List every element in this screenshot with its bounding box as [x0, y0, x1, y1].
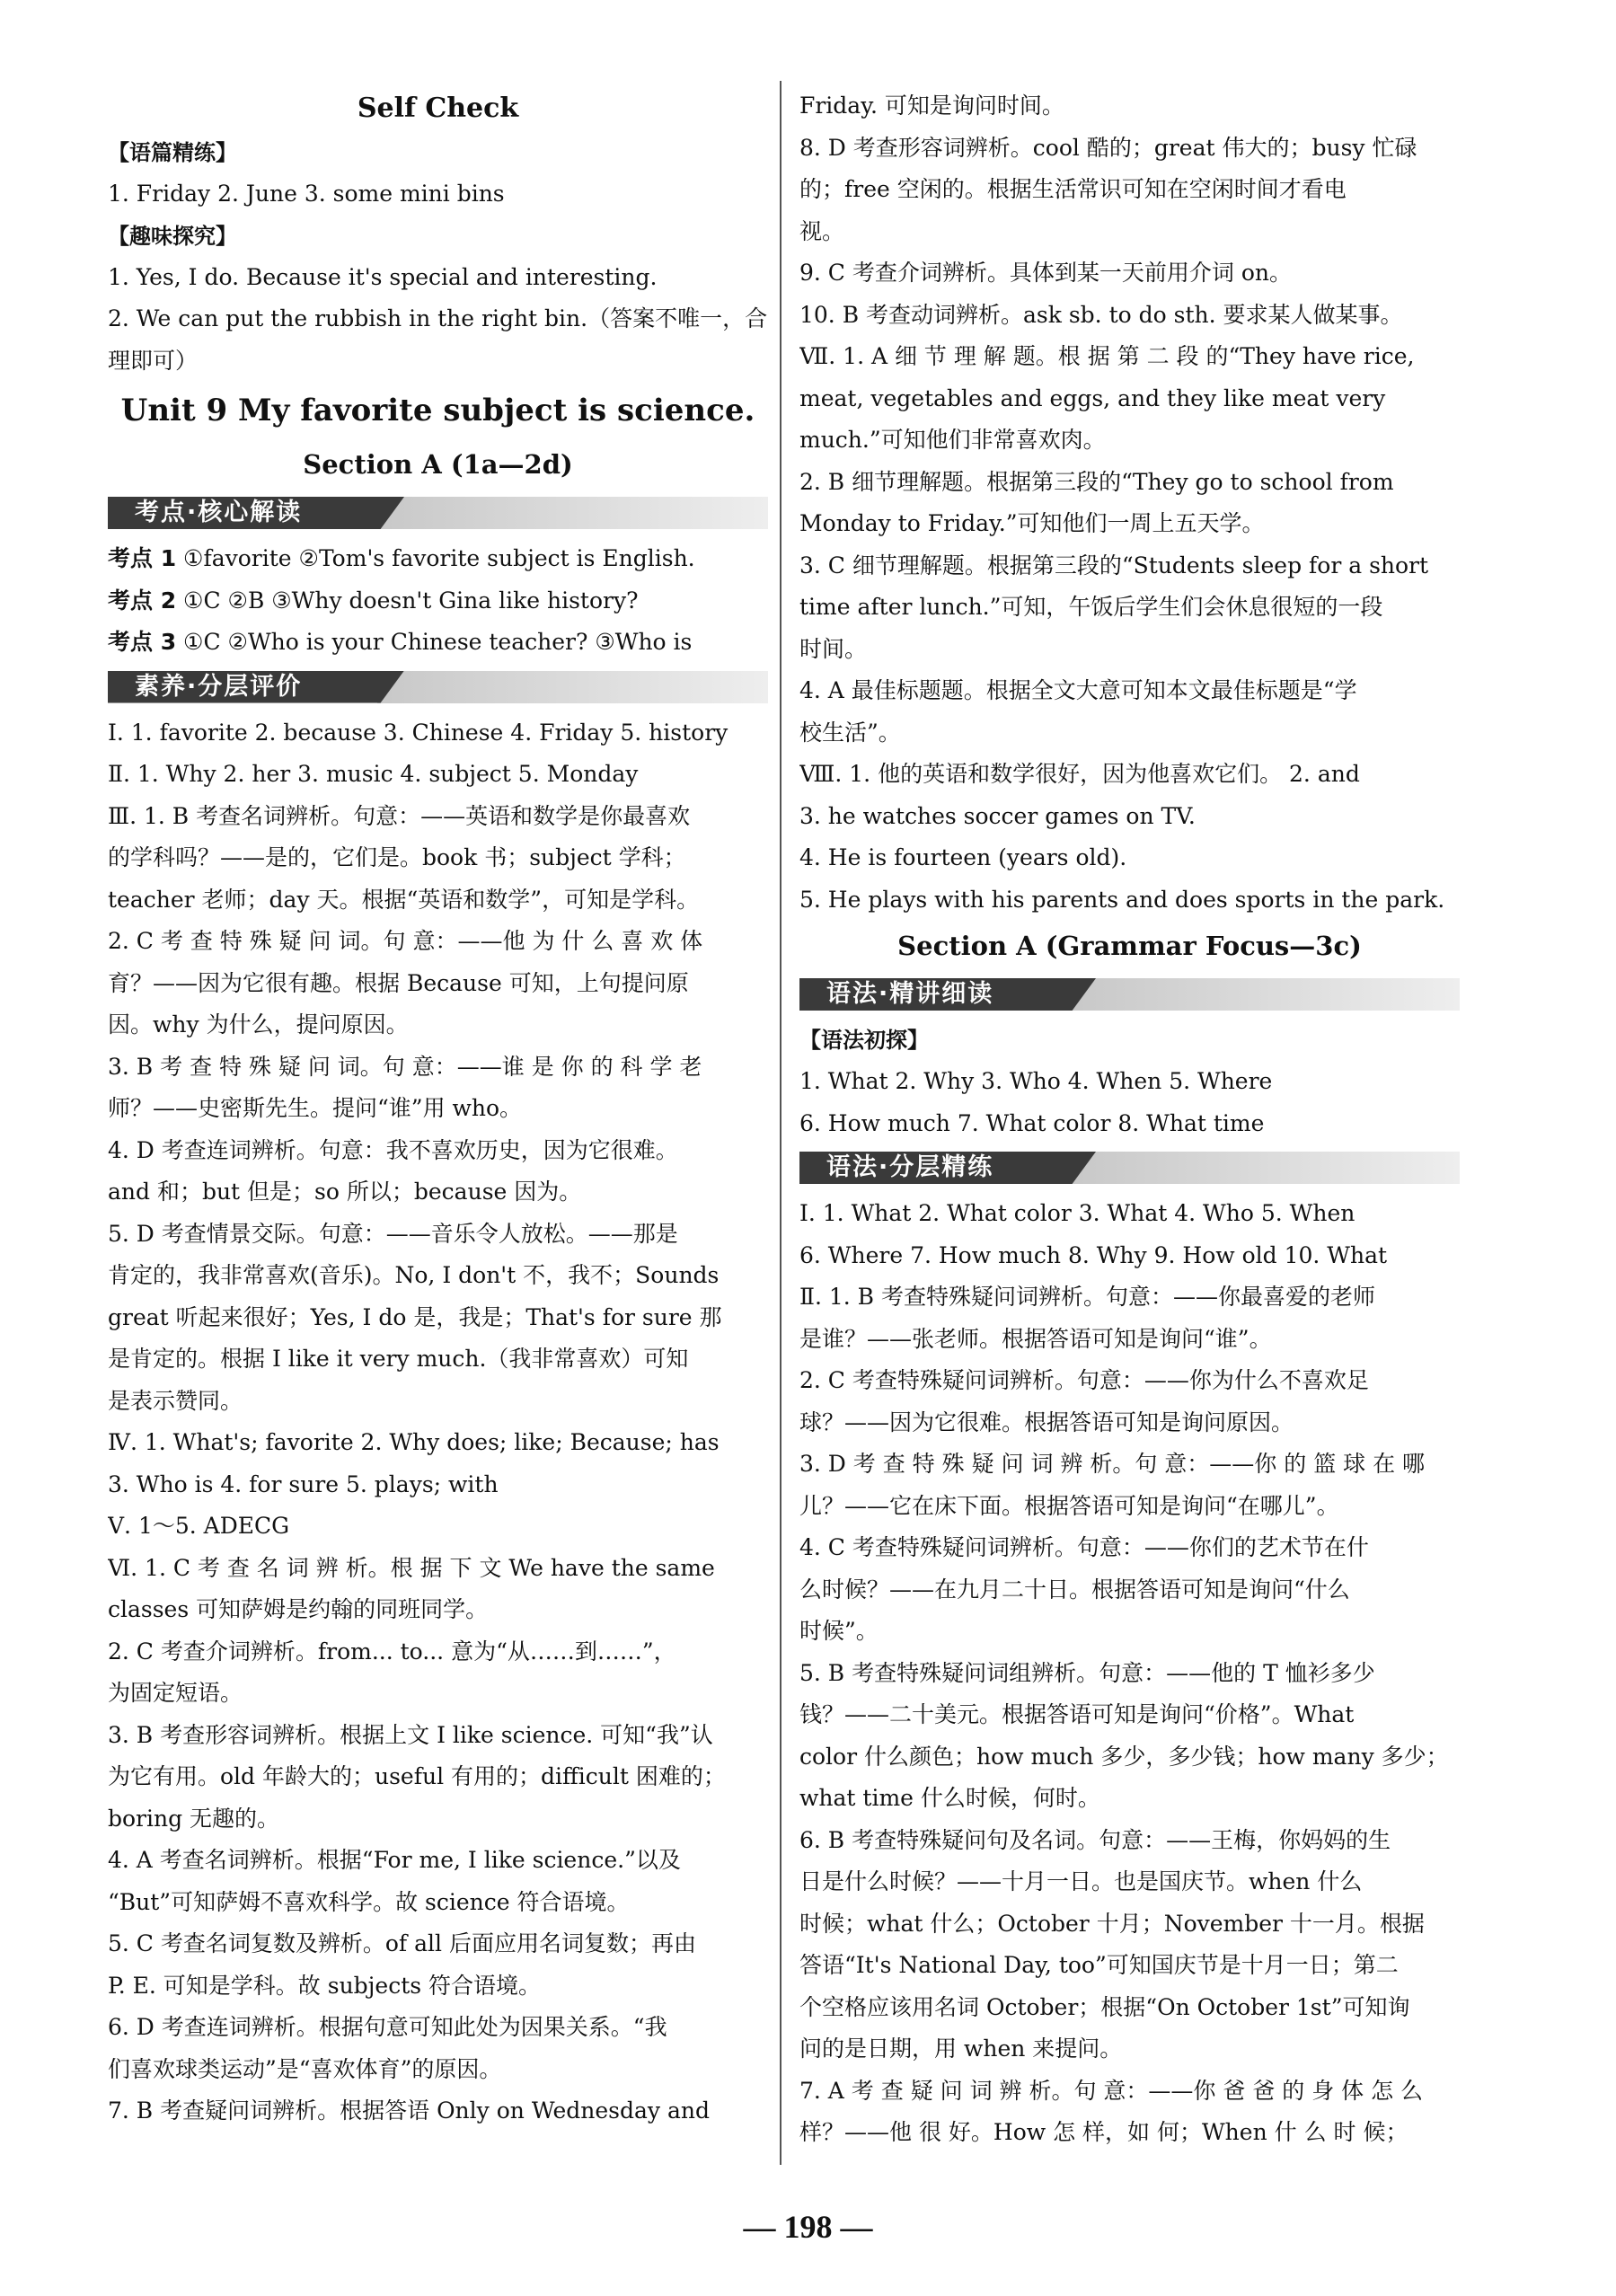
answer-line: 3. C 细节理解题。根据第三段的“Students sleep for a short	[799, 552, 1429, 578]
answer-line: 6. Where 7. How much 8. Why 9. How old 10. What	[799, 1241, 1388, 1268]
answer-line: 2. C 考 查 特 殊 疑 问 词。句 意：——他 为 什 么 喜 欢 体	[108, 928, 703, 954]
kaodian-3-label: 考点 3	[108, 629, 177, 655]
answer-line: much.”可知他们非常喜欢肉。	[799, 427, 1106, 453]
yupian-label: 【语篇精练】	[108, 140, 237, 165]
answer-line: teacher 老师；day 天。根据“英语和数学”，可知是学科。	[108, 886, 700, 913]
answer-line: 5. D 考查情景交际。句意：——音乐令人放松。——那是	[108, 1220, 678, 1247]
answer-line: 5. B 考查特殊疑问词组辨析。句意：——他的 T 恤衫多少	[799, 1659, 1375, 1686]
quwei-answer-2b: 理即可）	[108, 347, 199, 374]
answer-line: 3. B 考 查 特 殊 疑 问 词。句 意：——谁 是 你 的 科 学 老	[108, 1053, 702, 1080]
banner-yufa-jingjiang-text: 语法·精讲细读	[826, 980, 994, 1008]
kaodian-1-label: 考点 1	[108, 545, 177, 571]
banner-suyang-text: 素养·分层评价	[135, 672, 303, 701]
answer-line: Ⅵ. 1. C 考 查 名 词 辨 析。根 据 下 文 We have the same	[108, 1554, 715, 1581]
answer-line: 个空格应该用名词 October；根据“On October 1st”可知询	[799, 1993, 1410, 2020]
banner-suyang	[108, 667, 768, 707]
answer-line: great 听起来很好；Yes, I do 是，我是；That's for sure 那	[108, 1303, 722, 1330]
answer-line: 8. D 考查形容词辨析。cool 酷的；great 伟大的；busy 忙碌	[799, 134, 1417, 161]
banner-light-bar	[1069, 978, 1460, 1011]
answer-line: Monday to Friday.”可知他们一周上五天学。	[799, 510, 1265, 536]
quwei-label: 【趣味探究】	[108, 223, 237, 249]
answer-line: 4. A 考查名词辨析。根据“For me, I like science.”以及	[108, 1847, 681, 1873]
right-answer-lines-top	[799, 85, 1460, 921]
kaodian-1-text: ①favorite ②Tom's favorite subject is English.	[176, 545, 695, 571]
answer-line: what time 什么时候，何时。	[799, 1785, 1100, 1811]
answer-line: boring 无趣的。	[108, 1805, 280, 1832]
answer-line: Ⅰ. 1. favorite 2. because 3. Chinese 4. Friday 5. history	[108, 719, 729, 746]
answer-line: Ⅳ. 1. What's; favorite 2. Why does; like; Because; has	[108, 1429, 720, 1455]
answer-line: 6. B 考查特殊疑问句及名词。句意：——王梅，你妈妈的生	[799, 1826, 1391, 1853]
answer-line: Ⅶ. 1. A 细 节 理 解 题。根 据 第 二 段 的“They have rice,	[799, 343, 1415, 369]
yufa-answers-1: 1. What 2. Why 3. Who 4. When 5. Where	[799, 1068, 1273, 1094]
answer-line: 10. B 考查动词辨析。ask sb. to do sth. 要求某人做某事。	[799, 301, 1403, 328]
answer-line: 钱？——二十美元。根据答语可知是询问“价格”。What	[799, 1701, 1355, 1727]
answer-line: 的学科吗？——是的，它们是。book 书；subject 学科；	[108, 844, 686, 870]
banner-yufa-jingjiang	[799, 975, 1460, 1014]
answer-line: meat, vegetables and eggs, and they like meat very	[799, 384, 1386, 411]
answer-line: 4. D 考查连词辨析。句意：我不喜欢历史，因为它很难。	[108, 1136, 678, 1163]
kaodian-1	[108, 538, 768, 580]
answer-line: 校生活”。	[799, 719, 901, 746]
answer-line: Ⅲ. 1. B 考查名词辨析。句意：——英语和数学是你最喜欢	[108, 802, 691, 829]
section-a-title: Section A (1a—2d)	[303, 449, 573, 480]
banner-kaodian-text: 考点·核心解读	[135, 499, 303, 526]
section-grammar-title: Section A (Grammar Focus—3c)	[897, 931, 1362, 961]
page-number: — 198 —	[743, 2209, 873, 2245]
answer-line: 日是什么时候？——十月一日。也是国庆节。when 什么	[799, 1868, 1363, 1894]
right-column	[799, 85, 1460, 2154]
answer-line: P. E. 可知是学科。故 subjects 符合语境。	[108, 1972, 542, 1999]
banner-light-bar	[377, 497, 768, 529]
answer-line: Ⅷ. 1. 他的英语和数学很好，因为他喜欢它们。 2. and	[799, 761, 1360, 787]
answer-line: color 什么颜色；how much 多少，多少钱；how many 多少；	[799, 1743, 1449, 1770]
answer-line: “But”可知萨姆不喜欢科学。故 science 符合语境。	[108, 1888, 630, 1915]
answer-line: 师？——史密斯先生。提问“谁”用 who。	[108, 1095, 523, 1121]
answer-line: 4. C 考查特殊疑问词辨析。句意：——你们的艺术节在什	[799, 1534, 1369, 1560]
answer-line: 视。	[799, 217, 845, 244]
banner-yufa-fenceng	[799, 1148, 1460, 1188]
answer-line: 2. C 考查介词辨析。from... to... 意为“从……到……”，	[108, 1638, 676, 1665]
answer-line: 们喜欢球类运动”是“喜欢体育”的原因。	[108, 2055, 502, 2082]
yufa-answers-2: 6. How much 7. What color 8. What time	[799, 1109, 1265, 1136]
banner-kaodian	[108, 493, 768, 533]
answer-line: 6. D 考查连词辨析。根据句意可知此处为因果关系。“我	[108, 2014, 667, 2040]
answer-line: Ⅰ. 1. What 2. What color 3. What 4. Who 5. When	[799, 1200, 1355, 1226]
answer-line: 4. A 最佳标题题。根据全文大意可知本文最佳标题是“学	[799, 677, 1357, 703]
kaodian-3-text: ①C ②Who is your Chinese teacher? ③Who is	[176, 629, 693, 655]
column-divider	[780, 81, 782, 2165]
quwei-answer-1: 1. Yes, I do. Because it's special and interesting.	[108, 263, 658, 290]
banner-yufa-fenceng-text: 语法·分层精练	[826, 1153, 994, 1181]
answer-line: 儿？——它在床下面。根据答语可知是询问“在哪儿”。	[799, 1492, 1339, 1519]
answer-line: 7. B 考查疑问词辨析。根据答语 Only on Wednesday and	[108, 2097, 710, 2124]
answer-line: time after lunch.”可知，午饭后学生们会休息很短的一段	[799, 594, 1383, 620]
answer-line: 球？——因为它很难。根据答语可知是询问原因。	[799, 1409, 1294, 1435]
answer-line: 样？——他 很 好。How 怎 样，如 何；When 什 么 时 候；	[799, 2119, 1408, 2145]
answer-line: 5. C 考查名词复数及辨析。of all 后面应用名词复数；再由	[108, 1930, 696, 1956]
banner-light-bar	[1069, 1152, 1460, 1184]
answer-line: 是谁？——张老师。根据答语可知是询问“谁”。	[799, 1325, 1272, 1352]
answer-line: 为它有用。old 年龄大的；useful 有用的；difficult 困难的；	[108, 1763, 726, 1789]
kaodian-2-text: ①C ②B ③Why doesn't Gina like history?	[176, 587, 639, 614]
unit-title: Unit 9 My favorite subject is science.	[120, 393, 755, 428]
kaodian-3	[108, 622, 768, 664]
answer-line: 5. He plays with his parents and does sports in the park.	[799, 886, 1445, 913]
answer-line: 是表示赞同。	[108, 1387, 243, 1414]
answer-line: 问的是日期，用 when 来提问。	[799, 2035, 1123, 2062]
answer-line: Ⅴ. 1～5. ADECG	[108, 1513, 290, 1539]
answer-line: 的；free 空闲的。根据生活常识可知在空闲时间才看电	[799, 176, 1347, 202]
yufa-label: 【语法初探】	[799, 1028, 929, 1053]
answer-line: 为固定短语。	[108, 1680, 243, 1706]
answer-line: 是肯定的。根据 I like it very much.（我非常喜欢）可知	[108, 1346, 689, 1372]
quwei-answer-2a: 2. We can put the rubbish in the right bin.（答案不唯一，合	[108, 305, 768, 331]
answer-line: 时间。	[799, 635, 868, 662]
kaodian-2	[108, 580, 768, 623]
left-column	[108, 85, 768, 2133]
banner-light-bar	[377, 671, 768, 703]
kaodian-2-label: 考点 2	[108, 587, 177, 614]
answer-line: 时候；what 什么；October 十月；November 十一月。根据	[799, 1910, 1425, 1937]
answer-line: Ⅱ. 1. B 考查特殊疑问词辨析。句意：——你最喜爱的老师	[799, 1284, 1376, 1310]
answer-line: 2. C 考查特殊疑问词辨析。句意：——你为什么不喜欢足	[799, 1367, 1369, 1393]
answer-line: 育？——因为它很有趣。根据 Because 可知，上句提问原	[108, 969, 689, 996]
answer-line: classes 可知萨姆是约翰的同班同学。	[108, 1596, 489, 1622]
answer-line: 因。why 为什么，提问原因。	[108, 1011, 409, 1038]
answer-line: 肯定的，我非常喜欢(音乐)。No, I don't 不，我不；Sounds	[108, 1262, 720, 1288]
self-check-title: Self Check	[357, 93, 519, 124]
answer-line: 3. Who is 4. for sure 5. plays; with	[108, 1470, 499, 1497]
answer-line: 么时候？——在九月二十日。根据答语可知是询问“什么	[799, 1576, 1350, 1603]
answer-line: 3. he watches soccer games on TV.	[799, 802, 1196, 829]
answer-line: and 和；but 但是；so 所以；because 因为。	[108, 1179, 582, 1205]
answer-line: 时候”。	[799, 1618, 879, 1644]
yupian-answers: 1. Friday 2. June 3. some mini bins	[108, 181, 505, 207]
answer-line: 7. A 考 查 疑 问 词 辨 析。句 意：——你 爸 爸 的 身 体 怎 么	[799, 2077, 1424, 2104]
left-answer-lines	[108, 712, 768, 2133]
answer-line: 9. C 考查介词辨析。具体到某一天前用介词 on。	[799, 260, 1292, 286]
answer-line: 4. He is fourteen (years old).	[799, 844, 1127, 870]
answer-line: 3. D 考 查 特 殊 疑 问 词 辨 析。句 意：——你 的 篮 球 在 哪	[799, 1451, 1426, 1477]
answer-line: Friday. 可知是询问时间。	[799, 93, 1064, 119]
right-answer-lines-bottom	[799, 1193, 1460, 2154]
answer-line: 3. B 考查形容词辨析。根据上文 I like science. 可知“我”认	[108, 1721, 713, 1748]
answer-line: 答语“It's National Day, too”可知国庆节是十月一日；第二	[799, 1952, 1399, 1978]
answer-line: Ⅱ. 1. Why 2. her 3. music 4. subject 5. Monday	[108, 761, 639, 787]
answer-line: 2. B 细节理解题。根据第三段的“They go to school from	[799, 468, 1394, 495]
